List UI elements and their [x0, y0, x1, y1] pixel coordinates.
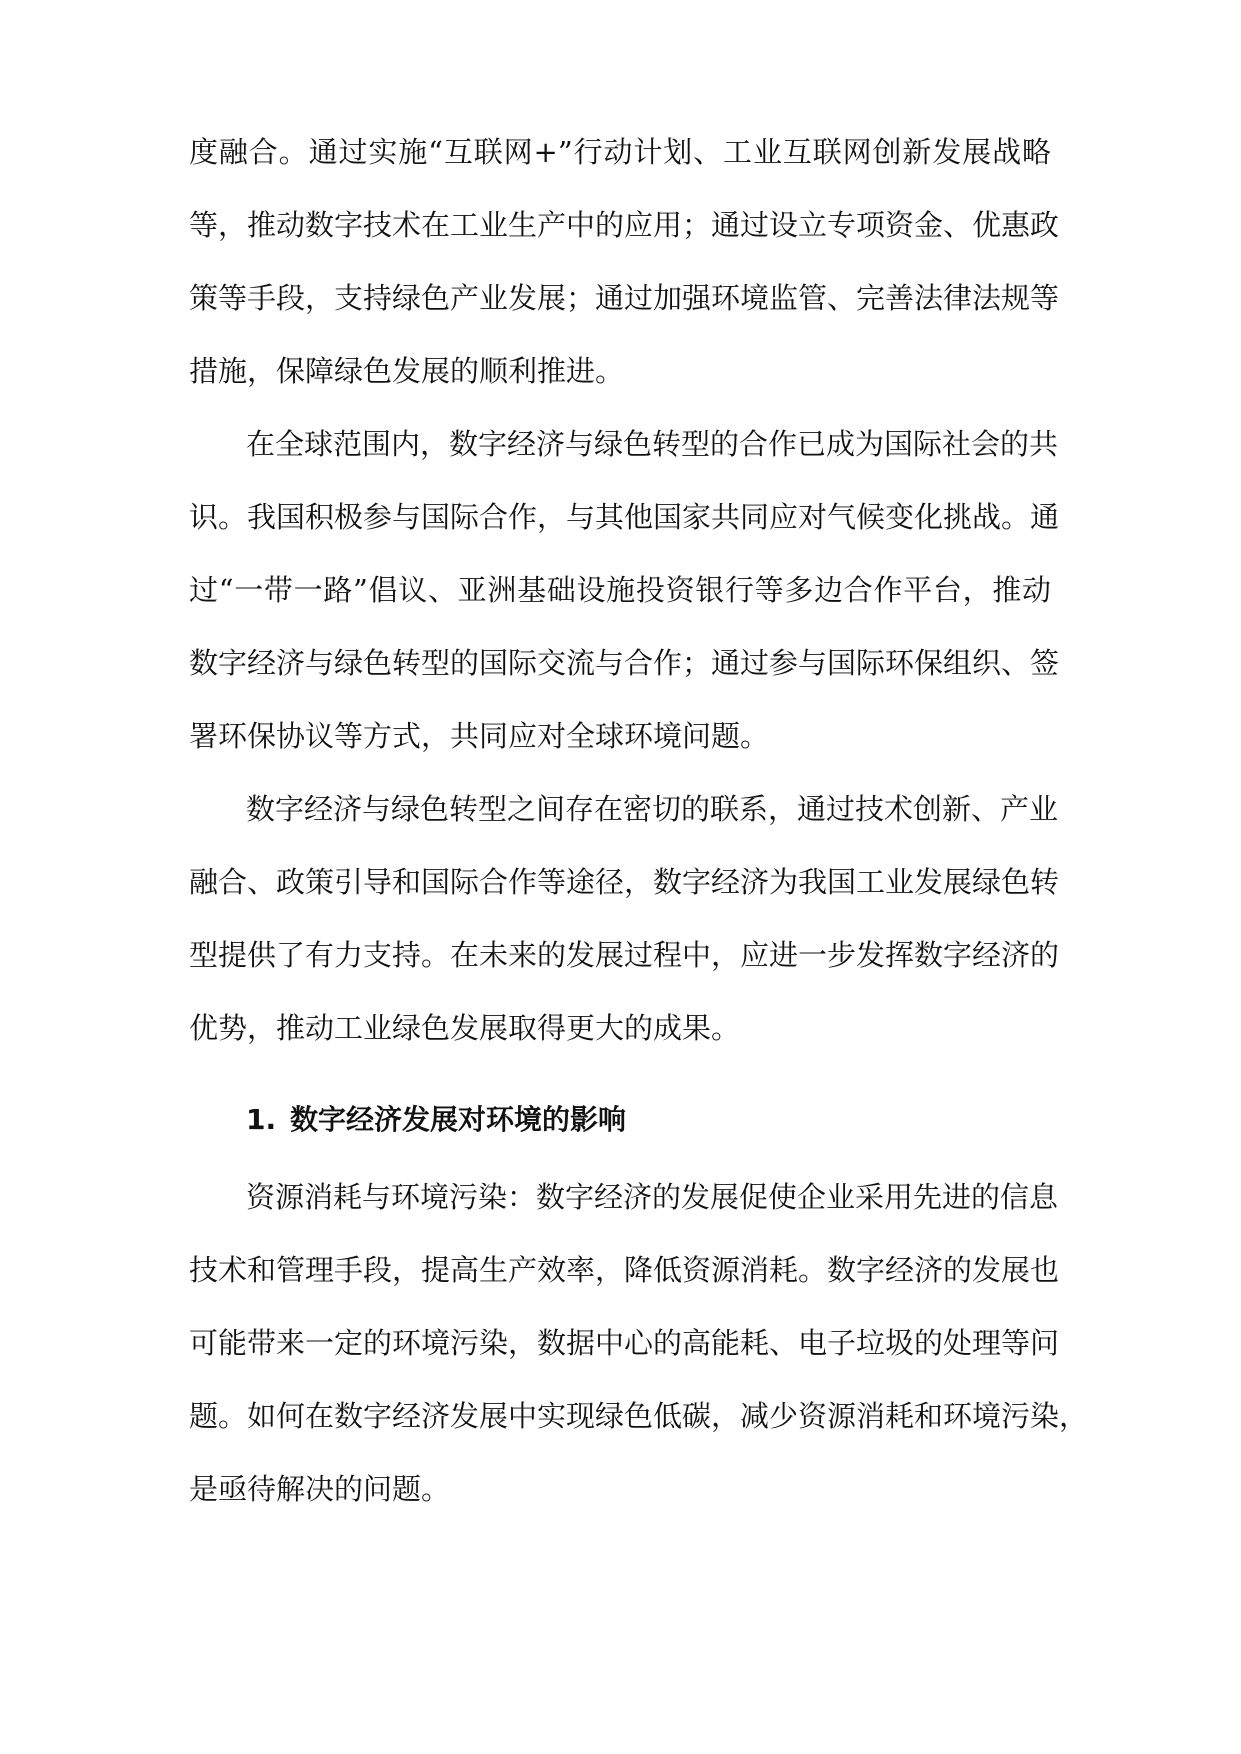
- paragraph-1-line-2: 等，推动数字技术在工业生产中的应用；通过设立专项资金、优惠政: [189, 208, 1060, 242]
- section-title: 数字经济发展对环境的影响: [290, 1103, 627, 1136]
- paragraph-2-line-1: 在全球范围内，数字经济与绿色转型的合作已成为国际社会的共: [246, 427, 1059, 461]
- paragraph-3-line-1: 数字经济与绿色转型之间存在密切的联系，通过技术创新、产业: [246, 792, 1059, 826]
- paragraph-2-line-3: 过“一带一路”倡议、亚洲基础设施投资银行等多边合作平台，推动: [189, 573, 1051, 607]
- paragraph-2-line-4: 数字经济与绿色转型的国际交流与合作；通过参与国际环保组织、签: [189, 646, 1060, 680]
- paragraph-4-line-3: 可能带来一定的环境污染，数据中心的高能耗、电子垃圾的处理等问: [189, 1326, 1060, 1360]
- paragraph-4-line-4: 题。如何在数字经济发展中实现绿色低碳，减少资源消耗和环境污染，: [189, 1399, 1089, 1433]
- paragraph-1-line-3: 策等手段，支持绿色产业发展；通过加强环境监管、完善法律法规等: [189, 281, 1060, 315]
- paragraph-3-line-3: 型提供了有力支持。在未来的发展过程中，应进一步发挥数字经济的: [189, 938, 1060, 972]
- paragraph-4-line-5: 是亟待解决的问题。: [189, 1472, 451, 1506]
- paragraph-4-line-2: 技术和管理手段，提高生产效率，降低资源消耗。数字经济的发展也: [189, 1253, 1060, 1287]
- paragraph-1-line-1: 度融合。通过实施“互联网+”行动计划、工业互联网创新发展战略: [189, 135, 1051, 169]
- paragraph-2-line-2: 识。我国积极参与国际合作，与其他国家共同应对气候变化挑战。通: [189, 500, 1060, 534]
- section-heading: [246, 1100, 1051, 1140]
- paragraph-4-line-1: 资源消耗与环境污染：数字经济的发展促使企业采用先进的信息: [246, 1180, 1059, 1214]
- paragraph-1-line-4: 措施，保障绿色发展的顺利推进。: [189, 354, 625, 388]
- paragraph-2-line-5: 署环保协议等方式，共同应对全球环境问题。: [189, 719, 770, 753]
- section-number: 1.: [246, 1103, 277, 1136]
- paragraph-3-line-4: 优势，推动工业绿色发展取得更大的成果。: [189, 1011, 741, 1045]
- paragraph-3-line-2: 融合、政策引导和国际合作等途径，数字经济为我国工业发展绿色转: [189, 865, 1060, 899]
